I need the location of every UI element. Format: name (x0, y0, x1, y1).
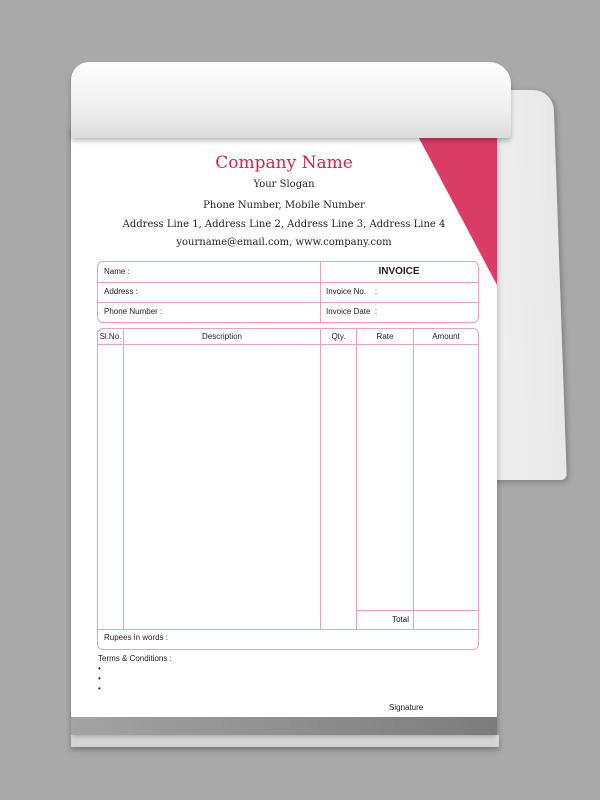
invoice-date-label: Invoice Date : (326, 307, 378, 316)
address-field-label: Address : (104, 287, 138, 296)
rupees-in-words-label: Rupees in words : (104, 633, 169, 642)
company-address: Address Line 1, Address Line 2, Address Line 3, Address Line 4 (122, 219, 446, 230)
terms-bullet: • (98, 664, 101, 673)
invoice-number-label: Invoice No. : (326, 287, 378, 296)
total-label: Total (392, 615, 409, 624)
col-slno: Sl.No. (99, 332, 122, 341)
terms-label: Terms & Conditions : (98, 654, 172, 663)
terms-bullet: • (98, 684, 101, 693)
phone-field-label: Phone Number : (104, 307, 163, 316)
col-amount: Amount (432, 332, 460, 341)
col-qty: Qty. (331, 332, 346, 341)
invoice-title: INVOICE (378, 266, 420, 277)
name-field-label: Name : (104, 267, 130, 276)
rolled-top-sheet (71, 62, 511, 138)
customer-info-box (97, 261, 479, 323)
terms-bullet: • (98, 674, 101, 683)
invoice-page (71, 125, 497, 735)
col-description: Description (201, 332, 242, 341)
items-table (97, 328, 479, 650)
company-slogan: Your Slogan (253, 179, 315, 190)
signature-label: Signature (389, 703, 424, 712)
pad-base (71, 735, 499, 747)
company-phone: Phone Number, Mobile Number (203, 200, 365, 211)
col-rate: Rate (376, 332, 394, 341)
bottom-band (71, 717, 497, 735)
company-contact: yourname@email.com, www.company.com (176, 237, 392, 248)
company-name: Company Name (215, 153, 353, 173)
